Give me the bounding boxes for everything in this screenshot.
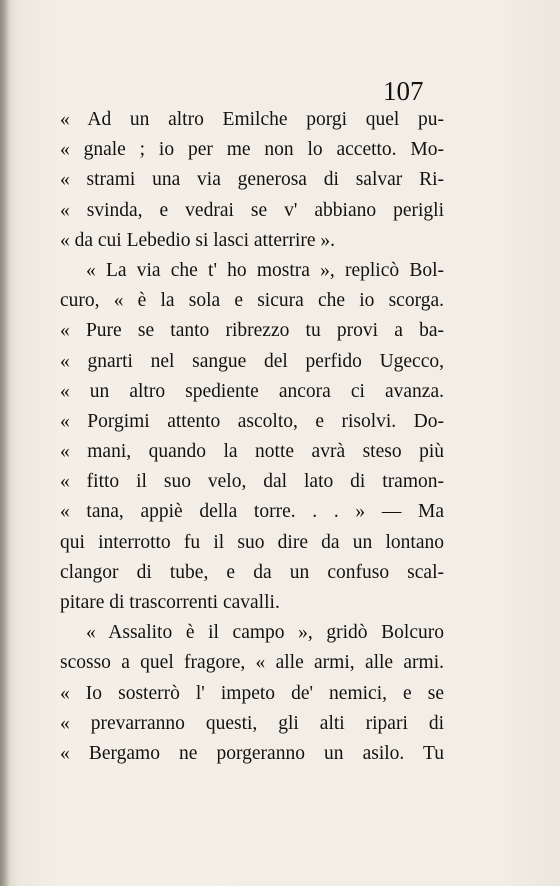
text-line: « da cui Lebedio si lasci atterrire ».: [60, 229, 336, 251]
text-line: « tana, appiè della torre. . . » — Ma: [60, 501, 444, 523]
text-line: clangor di tube, e da un confuso scal-: [60, 561, 444, 583]
text-line: « Ad un altro Emilche porgi quel pu-: [60, 109, 444, 130]
text-line: « strami una via generosa di salvar Ri-: [60, 169, 444, 191]
body-text: [60, 105, 444, 769]
text-line: qui interrotto fu il suo dire da un lontano: [60, 531, 444, 553]
text-line: « Pure se tanto ribrezzo tu provi a ba-: [60, 320, 444, 342]
text-line: « mani, quando la notte avrà steso più: [60, 441, 444, 463]
text-line: scosso a quel fragore, « alle armi, alle armi.: [60, 652, 444, 674]
text-line: « gnarti nel sangue del perfido Ugecco,: [60, 350, 444, 372]
text-line: « svinda, e vedrai se v' abbiano perigli: [60, 199, 444, 221]
text-line: « Bergamo ne porgeranno un asilo. Tu: [60, 742, 444, 764]
text-line: « Porgimi attento ascolto, e risolvi. Do-: [60, 410, 444, 432]
text-line: « Assalito è il campo », gridò Bolcuro: [86, 622, 444, 644]
text-line: « La via che t' ho mostra », replicò Bol-: [86, 259, 444, 281]
text-line: curo, « è la sola e sicura che io scorga.: [60, 290, 444, 312]
page-gutter-shadow: [0, 0, 10, 886]
text-line: « gnale ; io per me non lo accetto. Mo-: [60, 139, 444, 161]
text-line: « un altro spediente ancora ci avanza.: [60, 380, 444, 402]
text-line: « prevarranno questi, gli alti ripari di: [60, 712, 444, 734]
text-line: pitare di trascorrenti cavalli.: [60, 592, 280, 613]
text-line: « Io sosterrò l' impeto de' nemici, e se: [60, 682, 444, 704]
page-number: 107: [383, 76, 424, 106]
text-line: « fitto il suo velo, dal lato di tramon-: [60, 471, 444, 493]
